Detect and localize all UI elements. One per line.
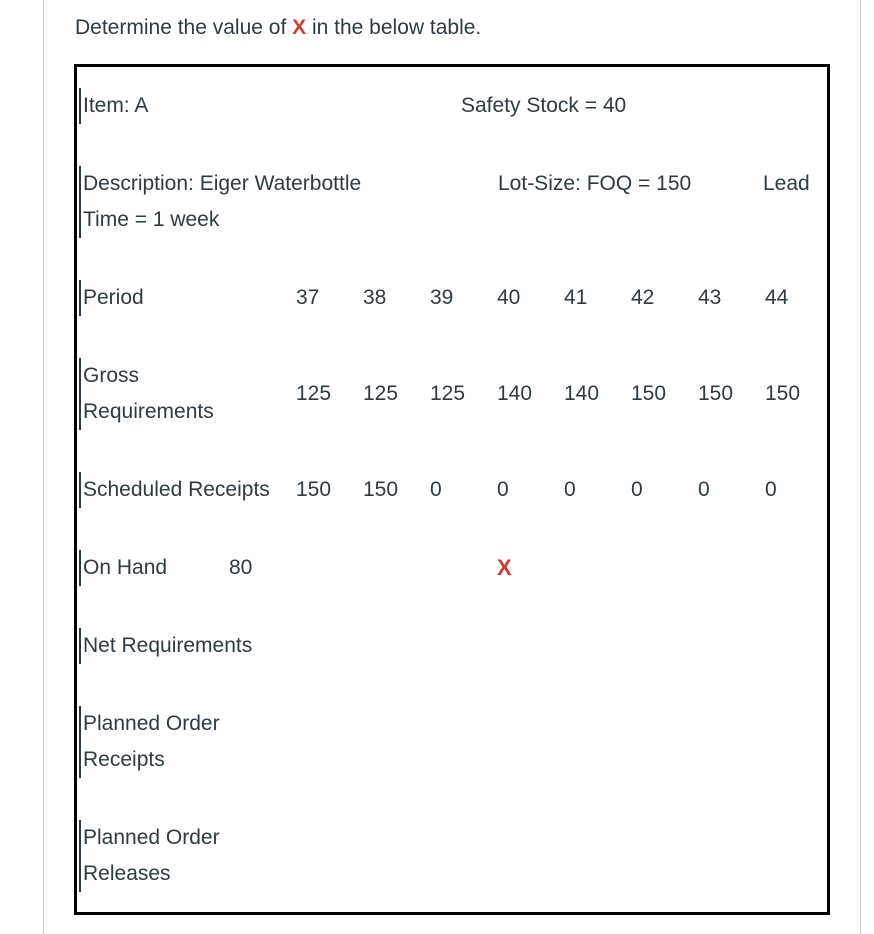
- sched-cell: 0: [631, 478, 643, 501]
- por-row-label: Planned Order: [79, 706, 220, 742]
- content-right-border: [860, 0, 861, 934]
- onhand-x-unknown: X: [497, 555, 512, 580]
- period-cell: 42: [631, 286, 655, 309]
- question-suffix: in the below table.: [306, 16, 482, 39]
- sched-cell: 0: [430, 478, 442, 501]
- gross-cell: 125: [363, 382, 399, 405]
- item-label: Item: A: [79, 88, 148, 124]
- porl-row-label: Planned Order: [79, 820, 220, 856]
- gross-cell: 150: [698, 382, 734, 405]
- period-cell: 37: [296, 286, 320, 309]
- content-left-border: [43, 0, 44, 934]
- period-cell: 40: [497, 286, 521, 309]
- gross-cell: 140: [497, 382, 533, 405]
- por-row-label-2: Receipts: [79, 742, 165, 778]
- lot-size: Lot-Size: FOQ = 150: [498, 172, 692, 195]
- period-row-label: Period: [79, 280, 144, 316]
- question-text: [75, 14, 481, 42]
- question-variable: X: [292, 16, 307, 39]
- gross-cell: 125: [430, 382, 466, 405]
- sched-row-label: Scheduled Receipts: [79, 472, 270, 508]
- porl-row-label-2: Releases: [79, 856, 171, 892]
- sched-cell: 0: [564, 478, 576, 501]
- period-cell: 41: [564, 286, 588, 309]
- sched-cell: 0: [698, 478, 710, 501]
- sched-cell: 150: [363, 478, 399, 501]
- description-label: Description: Eiger Waterbottle: [79, 166, 361, 202]
- onhand-initial: 80: [229, 556, 253, 579]
- net-row-label: Net Requirements: [79, 628, 252, 664]
- sched-cell: 0: [765, 478, 777, 501]
- sched-cell: 150: [296, 478, 332, 501]
- lead-label: Lead: [763, 172, 810, 195]
- sched-cell: 0: [497, 478, 509, 501]
- onhand-row-label: On Hand: [79, 550, 167, 586]
- gross-row-label-2: Requirements: [79, 394, 214, 430]
- time-label: Time = 1 week: [79, 202, 219, 238]
- period-cell: 38: [363, 286, 387, 309]
- gross-cell: 150: [631, 382, 667, 405]
- period-cell: 44: [765, 286, 789, 309]
- gross-cell: 125: [296, 382, 332, 405]
- safety-stock: Safety Stock = 40: [461, 94, 627, 117]
- period-cell: 39: [430, 286, 454, 309]
- gross-row-label: Gross: [79, 358, 139, 394]
- gross-cell: 140: [564, 382, 600, 405]
- period-cell: 43: [698, 286, 722, 309]
- question-prefix: Determine the value of: [75, 16, 293, 39]
- gross-cell: 150: [765, 382, 801, 405]
